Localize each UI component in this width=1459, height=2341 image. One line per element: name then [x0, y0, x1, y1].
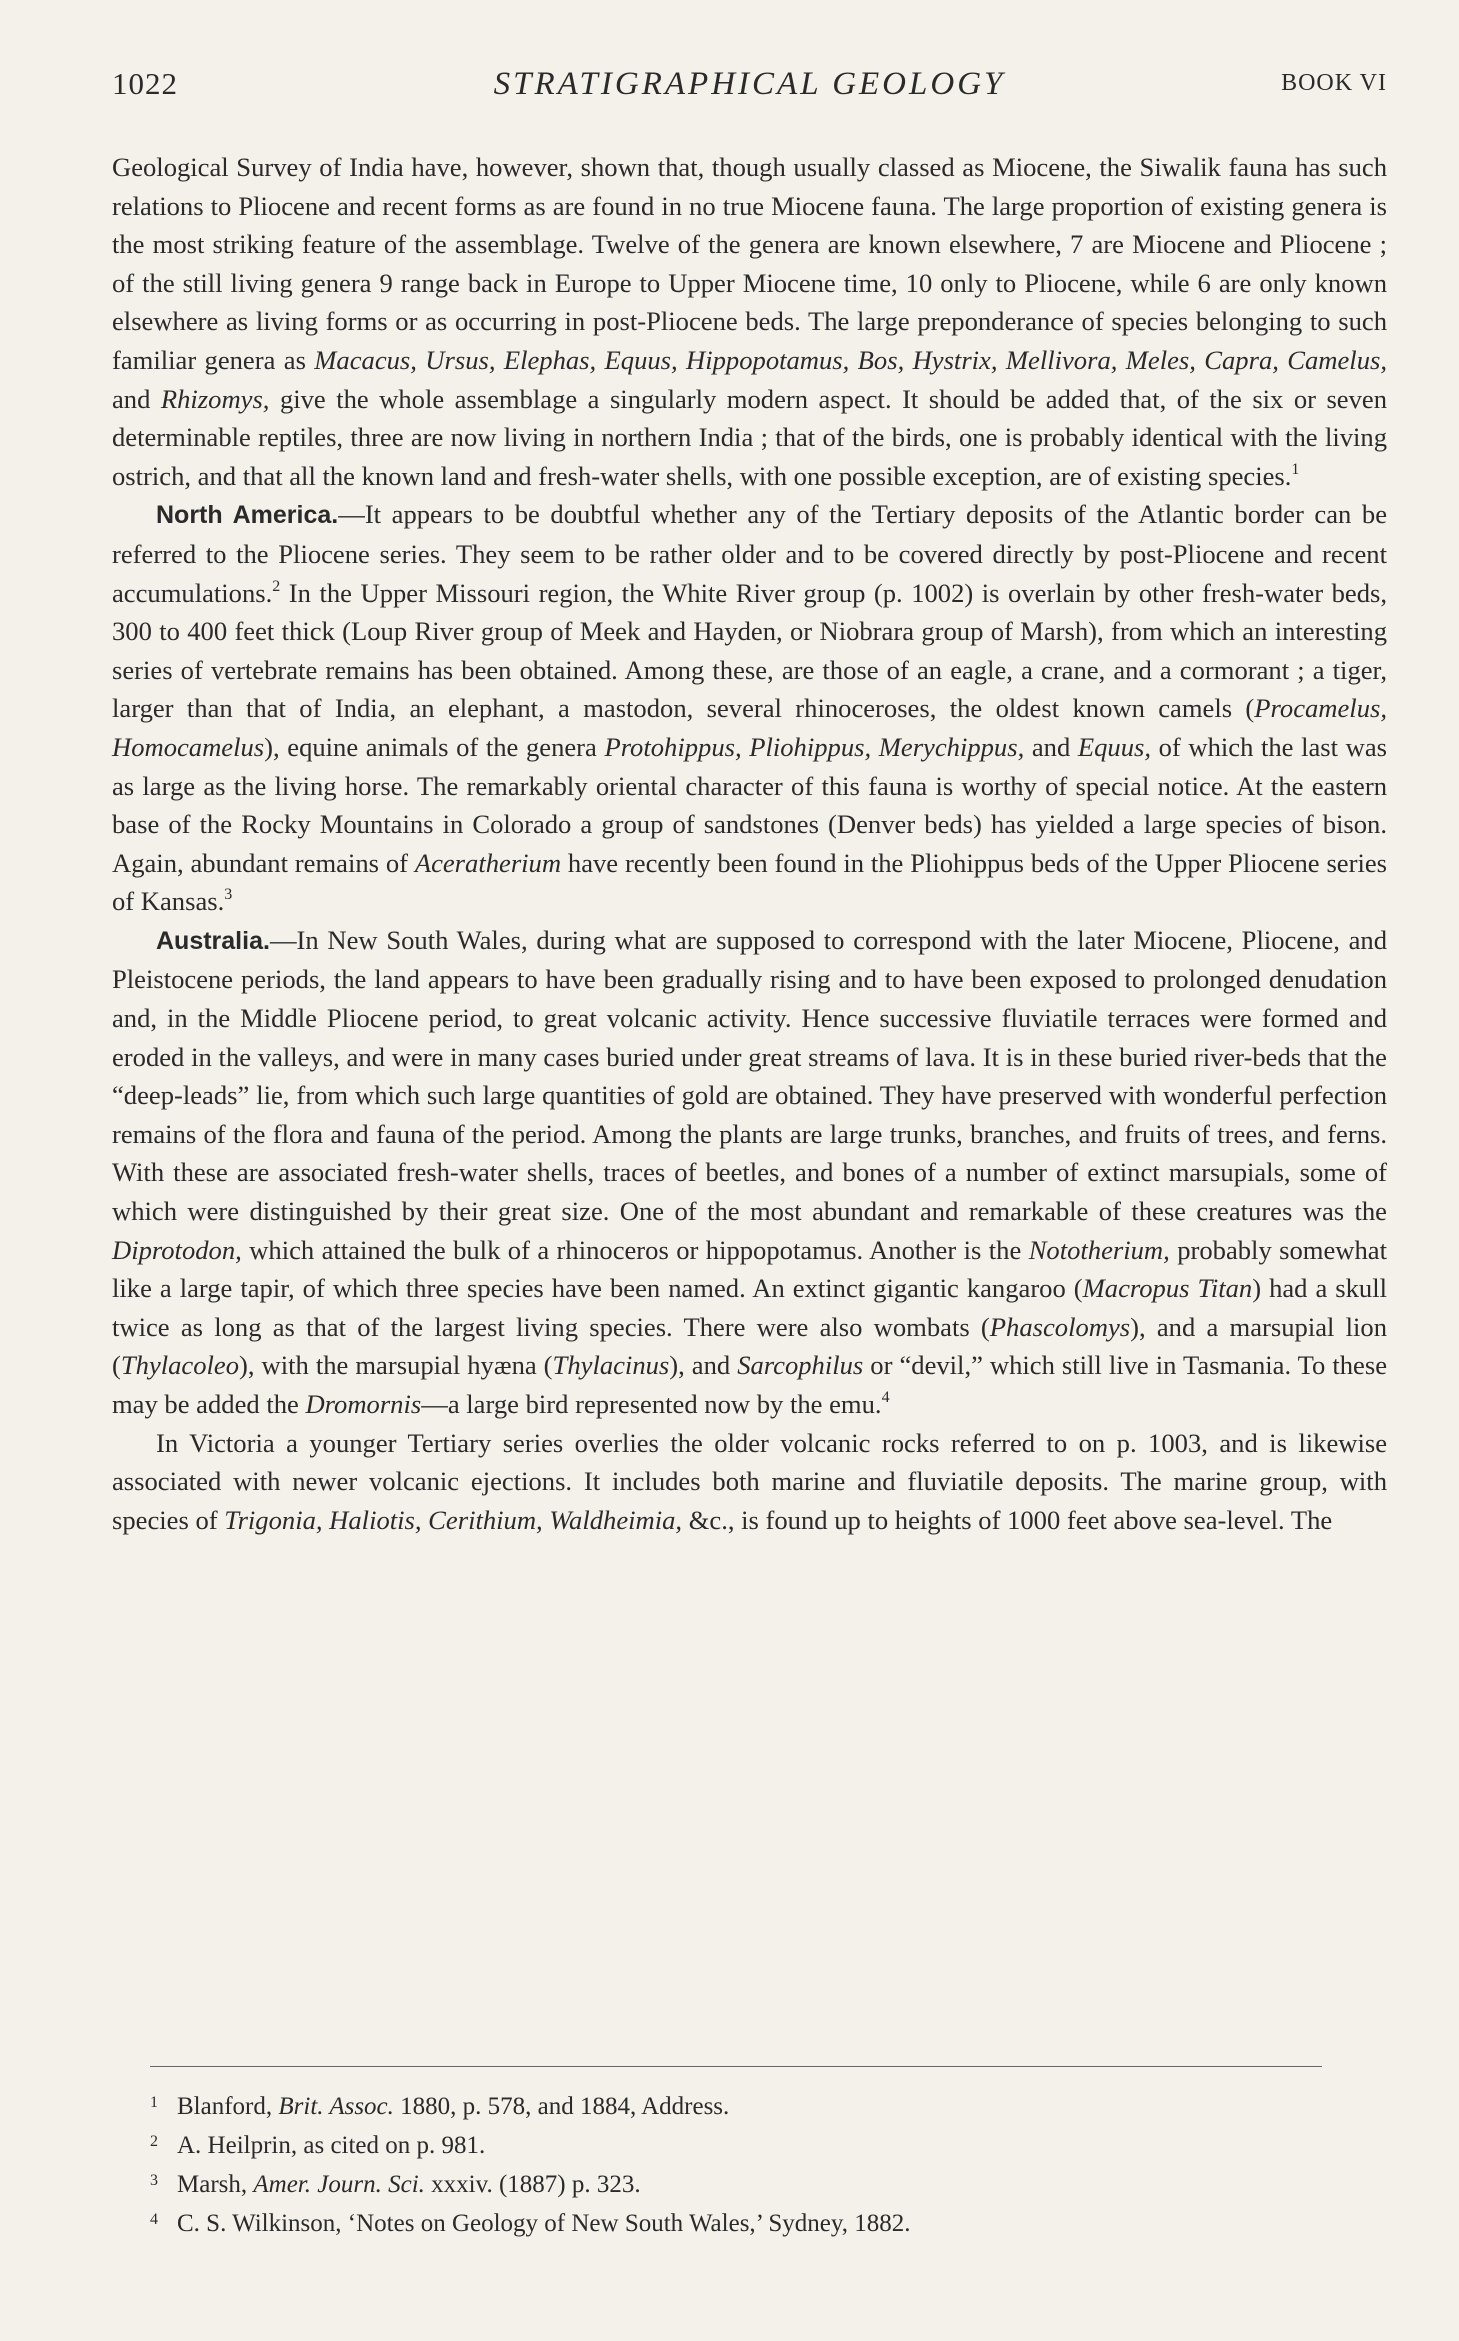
footnote-text: 1880, p. 578, and 1884, Address.	[393, 2093, 730, 2120]
italic-genus: Trigonia, Haliotis, Cerithium, Waldheimia,	[224, 1504, 683, 1535]
footnote-mark: 2	[150, 2133, 158, 2150]
text-run: of which the last was as large as the living horse. The remarkably oriental character of this fauna is worthy of special notice. At the eastern base of the Rocky Mountains in Colorado a group of sandstones (Denver beds) has yielded a large species of bison. Again, abundant remains of	[112, 731, 1388, 878]
text-run: ) had a skull twice as long as that of the largest living species. There were also wombats (	[112, 1273, 1387, 1342]
italic-genus: Dromornis	[305, 1389, 422, 1419]
footnote-ref: 3	[224, 886, 233, 904]
italic-genus: Thylacinus	[552, 1350, 670, 1381]
text-run: &c., is found up to heights of 1000 feet above sea-level. The	[682, 1504, 1333, 1535]
footnote-text: Blanford,	[177, 2093, 279, 2120]
footnote	[150, 2126, 1350, 2165]
footnote-italic: Amer. Journ. Sci.	[253, 2171, 425, 2198]
running-title: STRATIGRAPHICAL GEOLOGY	[493, 66, 1006, 102]
footnote-text: A. Heilprin, as cited on p. 981.	[177, 2132, 486, 2159]
page-number: 1022	[112, 66, 178, 101]
paragraph-north-america	[112, 495, 1387, 921]
text-run: ), equine animals of the genera	[264, 731, 605, 762]
text-run: ), and	[669, 1350, 738, 1381]
text-run: ), with the marsupial hyæna (	[239, 1350, 553, 1381]
footnote-mark: 1	[150, 2094, 158, 2111]
italic-genus: Phascolomys	[989, 1311, 1131, 1342]
italic-genus: Procamelus, Homocamelus	[112, 693, 1387, 762]
footnote-ref: 1	[1291, 460, 1300, 478]
section-heading: North America.	[156, 501, 339, 530]
footnote	[150, 2087, 1350, 2126]
text-run: Geological Survey of India have, however, shown that, though usually classed as Miocene, the Siwalik fauna has such relations to Pliocene and recent forms as are found in no true Miocene fauna. The large proportion of existing genera is the most striking feature of the assemblage. Twelve of the genera are known elsewhere, 7 are Miocene and Pliocene ; of the still living genera 9 range back in Europe to Upper Miocene time, 10 only to Pliocene, while 6 are only known elsewhere as living forms or as occurring in post-Pliocene beds. The large preponderance of species belonging to such familiar genera as	[112, 152, 1387, 375]
text-run: or “devil,” which still live in Tasmania. To these may be added the	[112, 1350, 1387, 1419]
text-run: In the Upper Missouri region, the White River group (p. 1002) is overlain by other fresh-water beds, 300 to 400 feet thick (Loup River group of Meek and Hayden, or Niobrara group of Marsh), from which an interesting series of vertebrate remains has been obtained. Among these, are those of an eagle, a crane, and a cormorant ; a tiger, larger than that of India, an elephant, a mastodon, several rhinoceroses, the oldest known camels (	[112, 577, 1387, 724]
footnote	[150, 2165, 1350, 2204]
footnotes	[150, 2087, 1350, 2243]
footnote-text: xxxiv. (1887) p. 323.	[424, 2171, 641, 2198]
paragraph-siwalik	[112, 148, 1387, 495]
italic-genus: Sarcophilus	[737, 1350, 864, 1381]
footnote-mark: 4	[150, 2211, 158, 2228]
main-text	[112, 148, 1387, 1539]
footnote-text: Marsh,	[177, 2171, 254, 2198]
footnote-mark: 3	[150, 2172, 158, 2189]
text-run: and	[1024, 731, 1078, 762]
paragraph-victoria	[112, 1424, 1387, 1540]
text-run: give the whole assemblage a singularly modern aspect. It should be added that, of the six or seven determinable reptiles, three are now living in northern India ; that of the birds, one is probably identical with the living ostrich, and that all the known land and fresh-water shells, with one possible exception, are of existing species.	[112, 383, 1388, 491]
text-run: In Victoria a younger Tertiary series overlies the older volcanic rocks referred to on p. 1003, and is likewise associated with newer volcanic ejections. It includes both marine and fluviatile deposits. The marine group, with species of	[112, 1427, 1387, 1535]
text-run: —It appears to be doubtful whether any of the Tertiary deposits of the Atlantic border can be referred to the Pliocene series. They seem to be rather older and to be covered directly by post-Pliocene and recent accumulations.	[112, 499, 1387, 608]
italic-genus: Thylacoleo	[120, 1350, 240, 1381]
footnote-ref: 2	[272, 577, 281, 595]
text-run: and	[112, 383, 161, 414]
footnote-text: C. S. Wilkinson, ‘Notes on Geology of New South Wales,’ Sydney, 1882.	[177, 2210, 911, 2237]
book-label: BOOK VI	[1281, 70, 1387, 96]
italic-genera: Macacus, Ursus, Elephas, Equus, Hippopotamus, Bos, Hystrix, Mellivora, Meles, Capra, Camelus,	[314, 344, 1387, 375]
running-header	[112, 66, 1387, 110]
footnote-italic: Brit. Assoc.	[278, 2093, 394, 2120]
italic-genus: Equus,	[1077, 731, 1152, 762]
paragraph-australia	[112, 921, 1387, 1424]
text-run: which attained the bulk of a rhinoceros or hippopotamus. Another is the	[241, 1234, 1029, 1265]
italic-genus: Aceratherium	[414, 847, 562, 878]
italic-genus: Nototherium,	[1028, 1234, 1170, 1265]
footnote-ref: 4	[881, 1389, 890, 1406]
italic-genus: Diprotodon,	[112, 1234, 242, 1265]
text-run: —In New South Wales, during what are supposed to correspond with the later Miocene, Pliocene, and Pleistocene periods, the land appears to have been gradually rising and to have been exposed to prolonged denudation and, in the Middle Pliocene period, to great volcanic activity. Hence successive fluviatile terraces were formed and eroded in the valleys, and were in many cases buried under great streams of lava. It is in these buried river-beds that the “deep-leads” lie, from which such large quantities of gold are obtained. They have preserved with wonderful perfection remains of the flora and fauna of the period. Among the plants are large trunks, branches, and fruits of trees, and ferns. With these are associated fresh-water shells, traces of beetles, and bones of a number of extinct marsupials, some of which were distinguished by their great size. One of the most abundant and remarkable of these creatures was the	[112, 924, 1387, 1227]
text-run: probably somewhat like a large tapir, of which three species have been named. An extinct gigantic kangaroo (	[112, 1234, 1387, 1304]
italic-genus: Macropus Titan	[1082, 1273, 1253, 1304]
text-run: ), and a marsupial lion (	[112, 1311, 1388, 1381]
footnote-divider	[150, 2066, 1322, 2067]
footnote	[150, 2204, 1350, 2243]
text-run: —a large bird represented now by the emu.	[421, 1389, 882, 1419]
italic-genus: Rhizomys,	[160, 383, 270, 414]
section-heading: Australia.	[156, 926, 270, 955]
italic-genus: Protohippus, Pliohippus, Merychippus,	[604, 731, 1025, 762]
text-run: have recently been found in the Pliohippus beds of the Upper Pliocene series of Kansas.	[112, 847, 1387, 917]
